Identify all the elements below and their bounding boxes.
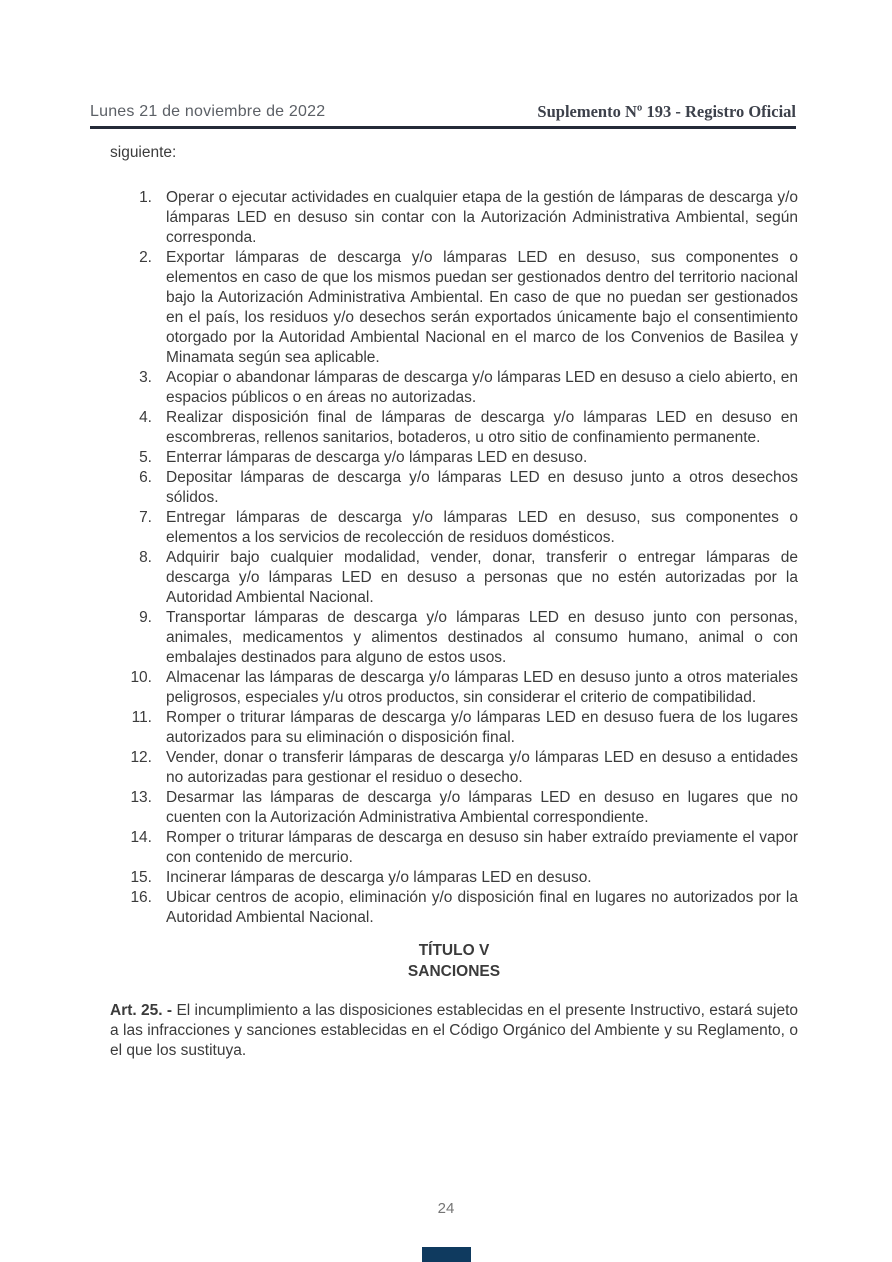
list-item (110, 548, 798, 608)
list-item-number: 13. (130, 789, 152, 806)
list-item (110, 708, 798, 748)
list-item (110, 368, 798, 408)
list-item-number: 15. (130, 869, 152, 886)
list-item-text: Depositar lámparas de descarga y/o lámparas LED en desuso junto a otros desechos sólidos. (166, 469, 798, 506)
list-item-text: Vender, donar o transferir lámparas de descarga y/o lámparas LED en desuso a entidades no autorizadas para gestionar el residuo o desecho. (166, 749, 798, 786)
list-item-text: Almacenar las lámparas de descarga y/o lámparas LED en desuso junto a otros materiales peligrosos, especiales y/u otros productos, sin considerar el criterio de compatibilidad. (166, 669, 798, 706)
footer-accent-bar (422, 1247, 471, 1262)
article-paragraph (110, 1001, 798, 1061)
list-item (110, 748, 798, 788)
list-item-text: Realizar disposición final de lámparas de descarga y/o lámparas LED en desuso en escombreras, rellenos sanitarios, botaderos, u otro sitio de confinamiento permanente. (166, 409, 798, 446)
list-item (110, 468, 798, 508)
section-heading (110, 940, 798, 982)
list-item (110, 828, 798, 868)
list-item-text: Incinerar lámparas de descarga y/o lámparas LED en desuso. (166, 869, 592, 886)
document-body (110, 143, 798, 1077)
list-item-text: Romper o triturar lámparas de descarga y/o lámparas LED en desuso fuera de los lugares autorizados para su eliminación o disposición final. (166, 709, 798, 746)
list-item (110, 248, 798, 368)
list-item-number: 10. (130, 669, 152, 686)
article-label: Art. 25. - (110, 1002, 173, 1019)
list-item-number: 7. (139, 509, 152, 526)
list-item-number: 11. (131, 709, 152, 726)
section-title: TÍTULO V (418, 942, 490, 959)
list-item-text: Romper o triturar lámparas de descarga en desuso sin haber extraído previamente el vapor con contenido de mercurio. (166, 829, 798, 866)
list-item-number: 3. (139, 369, 152, 386)
list-item-text: Adquirir bajo cualquier modalidad, vender, donar, transferir o entregar lámparas de descarga y/o lámparas LED en desuso a personas que no estén autorizadas por la Autoridad Ambiental Nacional. (166, 549, 798, 606)
list-item-number: 14. (130, 829, 152, 846)
list-item-text: Entregar lámparas de descarga y/o lámparas LED en desuso, sus componentes o elementos a los servicios de recolección de residuos domésticos. (166, 509, 798, 546)
list-item (110, 188, 798, 248)
list-item-text: Transportar lámparas de descarga y/o lámparas LED en desuso junto con personas, animales, medicamentos y alimentos destinados al consumo humano, animal o con embalajes destinados para alguno de estos usos. (166, 609, 798, 666)
list-item-number: 6. (139, 469, 152, 486)
list-item-number: 5. (139, 449, 152, 466)
list-item-number: 8. (139, 549, 152, 566)
list-item (110, 788, 798, 828)
list-item-number: 2. (139, 249, 152, 266)
header-date: Lunes 21 de noviembre de 2022 (90, 103, 326, 120)
list-item (110, 868, 798, 888)
list-item-text: Desarmar las lámparas de descarga y/o lámparas LED en desuso en lugares que no cuenten con la Autorización Administrativa Ambiental correspondiente. (166, 789, 798, 826)
list-item (110, 668, 798, 708)
list-item (110, 888, 798, 928)
list-item-text: Acopiar o abandonar lámparas de descarga y/o lámparas LED en desuso a cielo abierto, en espacios públicos o en áreas no autorizadas. (166, 369, 798, 406)
section-subtitle: SANCIONES (407, 963, 501, 980)
list-item-number: 9. (139, 609, 152, 626)
list-item (110, 608, 798, 668)
list-item-number: 4. (139, 409, 152, 426)
header-edition: Suplemento Nº 193 - Registro Oficial (537, 102, 796, 121)
page-header (90, 102, 796, 129)
list-item (110, 408, 798, 448)
list-item-text: Ubicar centros de acopio, eliminación y/o disposición final en lugares no autorizados por la Autoridad Ambiental Nacional. (166, 889, 798, 926)
list-item-number: 12. (130, 749, 152, 766)
list-item-number: 16. (130, 889, 152, 906)
intro-text: siguiente: (110, 144, 177, 161)
list-item-text: Exportar lámparas de descarga y/o lámparas LED en desuso, sus componentes o elementos en caso de que los mismos puedan ser gestionados dentro del territorio nacional bajo la Autorización Administrativa Ambiental. En caso de que no puedan ser gestionados en el país, los residuos y/o desechos serán exportados únicamente bajo el consentimiento otorgado por la Autoridad Ambiental Nacional en el marco de los Convenios de Basilea y Minamata según sea aplicable. (166, 249, 798, 366)
list-item-text: Enterrar lámparas de descarga y/o lámparas LED en desuso. (166, 449, 588, 466)
list-item (110, 508, 798, 548)
prohibitions-list (110, 188, 798, 928)
page-number: 24 (437, 1200, 455, 1217)
list-item-number: 1. (139, 189, 152, 206)
list-item-text: Operar o ejecutar actividades en cualquier etapa de la gestión de lámparas de descarga y/o lámparas LED en desuso sin contar con la Autorización Administrativa Ambiental, según corresponda. (166, 189, 798, 246)
list-item (110, 448, 798, 468)
article-text: El incumplimiento a las disposiciones establecidas en el presente Instructivo, estará sujeto a las infracciones y sanciones establecidas en el Código Orgánico del Ambiente y su Reglamento, o el que los sustituya. (110, 1002, 798, 1059)
